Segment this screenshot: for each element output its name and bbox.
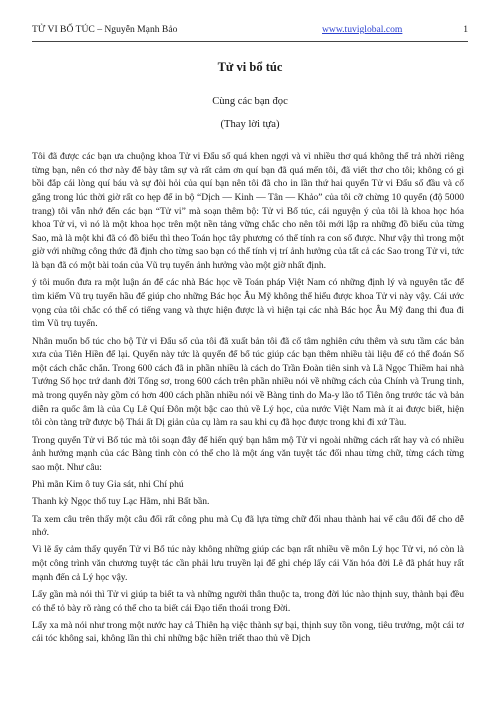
paragraph: Ta xem câu trên thấy một câu đối rất công phu mà Cụ đã lựa từng chữ đối nhau thành hai vế câu đối để cho dễ nhớ. xyxy=(32,513,464,539)
header-rule xyxy=(32,41,468,42)
document-body xyxy=(32,150,464,650)
paragraph: Tôi đã được các bạn ưa chuộng khoa Tử vi Đẩu số quá khen ngợi và vì nhiều thơ quá không thể trả nhời riêng từng bạn, nên có thơ này để bày tâm sự và rất cảm ơn quí bạn đã quá mến tôi, đã viết thơ cho tôi; không có gì bồi đắp cái lòng quí báu và sự đòi hỏi của quí bạn nên tôi đã cho in lần thứ hai quyển Tử vi Đẩu số đầu và cố gắng trong lúc thời giờ rất co hẹp để in bộ “Dịch — Kinh — Tân — Khảo” của tôi cỡ chừng 10 quyển (độ 5000 trang) tôi vẫn nhớ đến các bạn “Tử vi” mà soạn thêm bộ: Tử vi Bổ túc, cái nguyện ý của tôi là khoa học hóa khoa Tử vi, vì nó là một khoa học trên một nền tảng vững chắc cho nên tôi mới lập ra những đồ biểu của từng Sao, mà là một khi đã có đồ biểu thì theo Toán học tây phương có thể tính ra con số được. Như vậy thì trong một giờ với những công thức đã định cho từng sao bạn có thể tính vị trí ảnh hưởng của tất cả các Sao trong Tử vi, tức là bạn đã có một bài toán của Vũ trụ tuyến ảnh hưởng vào một giờ nhất định. xyxy=(32,151,464,272)
paragraph: Lấy xa mà nói như trong một nước hay cả Thiên hạ việc thành sự bại, thịnh suy tồn vong, tiêu trưởng, một cái tơ cái tóc không sai, không lần thì chỉ những bậc hiền triết thao thủ về Dịch xyxy=(32,619,464,645)
page-header xyxy=(32,24,468,40)
header-title: TỬ VI BỐ TÚC – Nguyễn Mạnh Bảo xyxy=(32,24,178,35)
verse-line: Phì mãn Kim ô tuy Gia sát, nhi Chí phú xyxy=(32,479,184,491)
website-link[interactable]: www.tuviglobal.com xyxy=(322,24,403,35)
preface-subtitle: (Thay lời tựa) xyxy=(220,119,280,130)
document-title: Tử vi bổ túc xyxy=(217,60,283,74)
paragraph: Nhân muốn bổ túc cho bộ Tử vi Đẩu số của tôi đã xuất bản tôi đã cố tâm nghiên cứu thêm và sưu tầm các bản xưa của Tiên Hiền để lại. Quyển này tức là quyển để bổ túc giúp các bạn thêm nhiều tài liệu để có thể đoán Số một cách chắc chắn. Trong 600 cách đã in phần nhiều là cách do Trần Đoàn tiên sinh và Lã Ngọc Thiềm hai nhà Tướng Số học trứ danh đời Tống sơ, trong 600 cách trên phần nhiều nói về những cách của Chính và Trung tinh, mà trong quyển này gồm có hơn 400 cách phần nhiều nói về Bàng tinh do Ma-y lão tổ Tiên ông trước tác và bản diễn ra quốc âm là của Cụ Lê Quí Đôn một bậc cao thủ về Lý học, của nước Việt Nam mà ít ai được biết, hiện tôi còn tàng trữ được bộ Thái ất Dị giản của cụ làm ra sau khi cụ đã học được trong khi đi xứ Tàu. xyxy=(32,335,464,429)
verse-line: Thanh kỳ Ngọc thố tuy Lạc Hãm, nhi Bất bần. xyxy=(32,496,210,508)
paragraph: Vì lẽ ấy cảm thấy quyển Tử vi Bổ túc này không những giúp các bạn rất nhiều về môn Lý học Tử vi, nó còn là một công trình văn chương tuyệt tác cần phải lưu truyền lại để ghi chép lấy cái Văn hóa đời Lê đã phát huy rất mạnh đến cả Lý học vậy. xyxy=(32,544,464,583)
page-number: 1 xyxy=(463,24,468,35)
paragraph: Trong quyển Tử vi Bổ túc mà tôi soạn đây để hiến quý bạn hâm mộ Tử vi ngoài những cách rất hay và có nhiều ảnh hưởng mạnh của các Bàng tinh còn có thể cho là một áng văn tuyệt tác đối nhau từng chữ, từng cách từng sao một. Như câu: xyxy=(32,434,464,473)
paragraph: Lấy gần mà nói thì Tử vi giúp ta biết ta và những người thân thuộc ta, trong đời lúc nào thịnh suy, thành bại đều có thể tỏ bày rõ ràng có thể cho ta biết cái Đạo tiến thoái trong Đời. xyxy=(32,588,464,614)
paragraph: ý tôi muốn đưa ra một luận án để các nhà Bác học về Toán pháp Việt Nam có những định lý và nguyên tắc để tìm kiếm Vũ trụ tuyến hầu để giúp cho những Bác học Âu Mỹ không thể hiểu được khoa Tử vi này vậy. Cái ước vọng của tôi chắc có thể có tiếng vang và thực hiện được là vì hiện tại các nhà Bác học Âu Mỹ đang thi đua đi tìm Vũ trụ tuyến. xyxy=(32,277,464,330)
greeting-heading: Cùng các bạn đọc xyxy=(212,96,288,107)
